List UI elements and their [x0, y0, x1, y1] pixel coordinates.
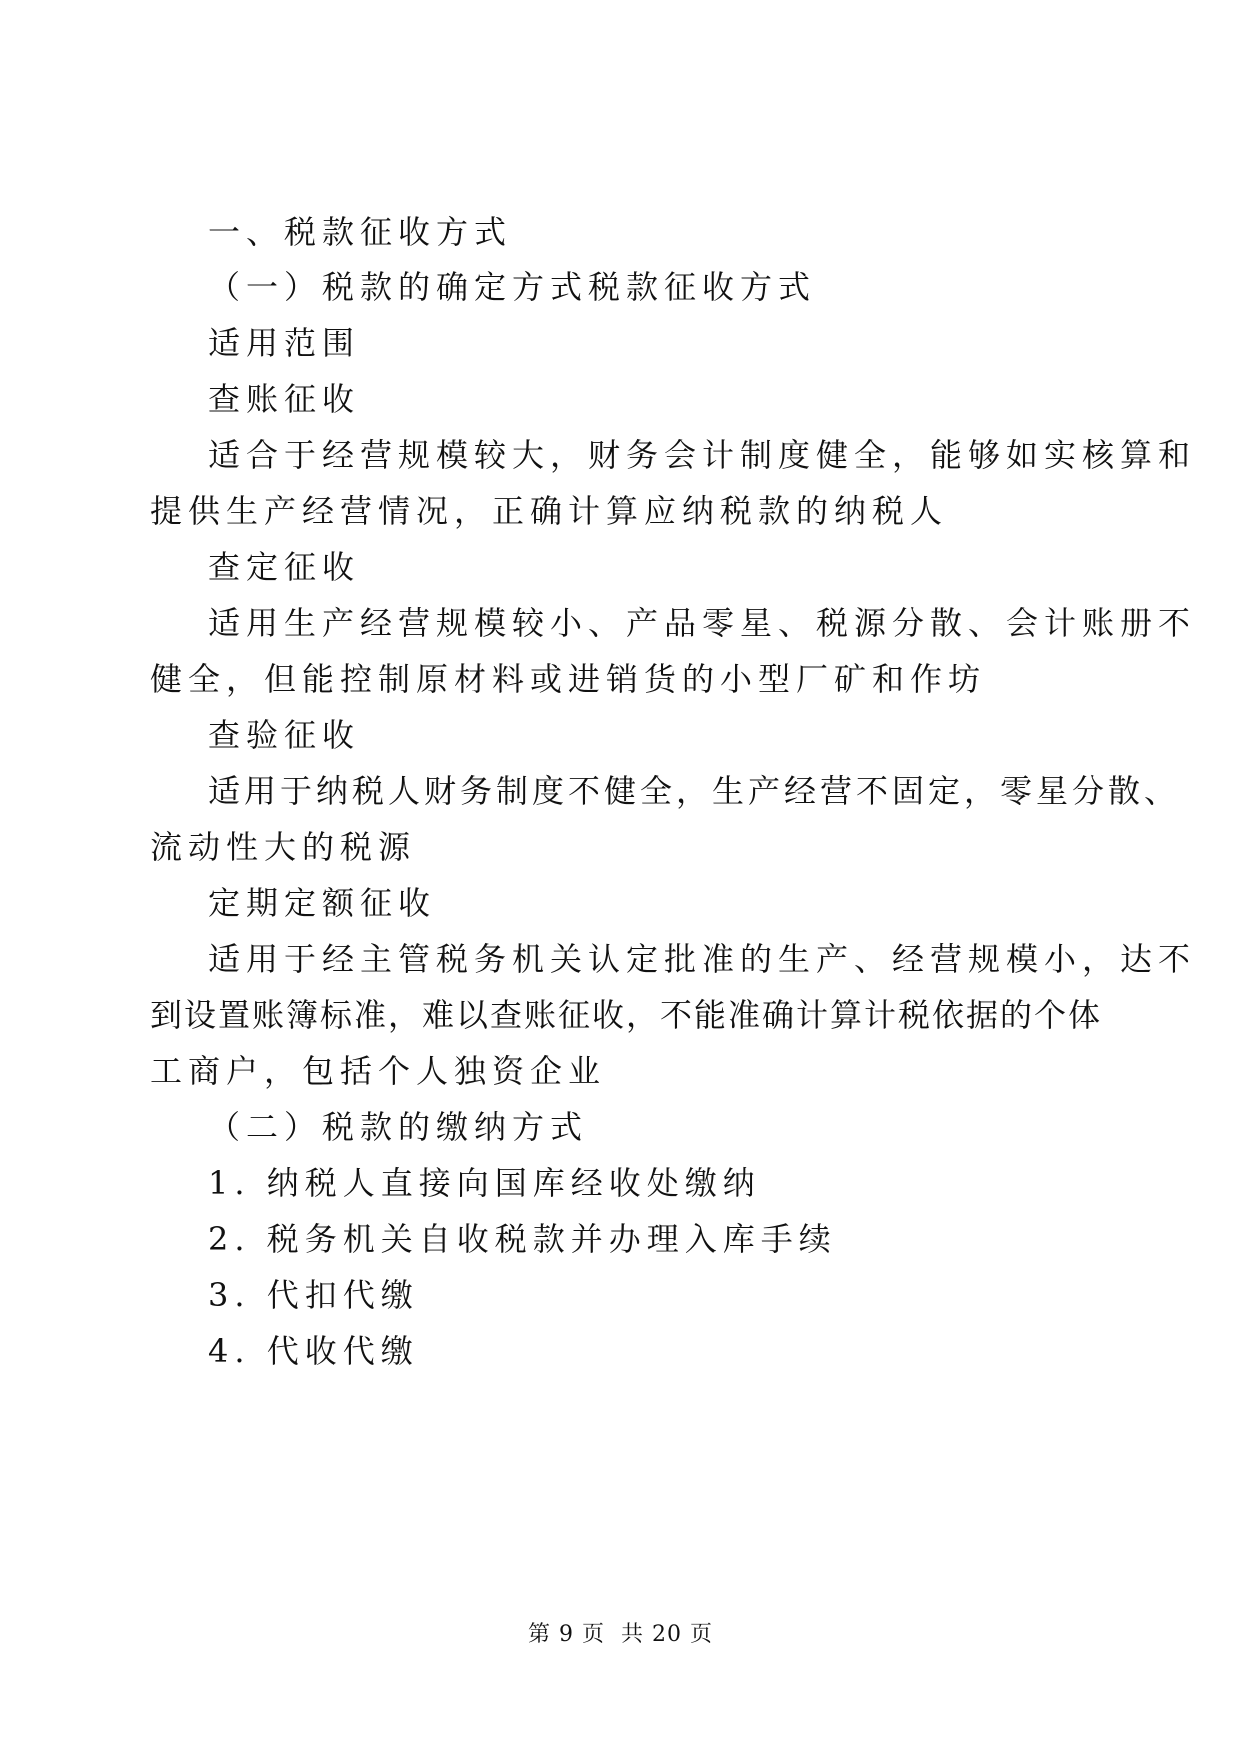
method-description: 健全，但能控制原材料或进销货的小型厂矿和作坊	[150, 660, 987, 698]
method-description: 适用于经主管税务机关认定批准的生产、经营规模小，达不	[208, 940, 1197, 978]
list-item: 4. 代收代缴	[208, 1332, 419, 1370]
method-name: 查验征收	[208, 716, 361, 754]
method-description: 到设置账簿标准，难以查账征收，不能准确计算计税依据的个体	[150, 996, 1103, 1034]
list-item: 2. 税务机关自收税款并办理入库手续	[208, 1220, 837, 1258]
section-heading: 一、税款征收方式	[208, 213, 513, 251]
method-name: 定期定额征收	[208, 884, 437, 922]
method-description: 工商户，包括个人独资企业	[150, 1052, 607, 1090]
subsection-heading: （一）税款的确定方式税款征收方式	[208, 268, 817, 306]
method-description: 提供生产经营情况，正确计算应纳税款的纳税人	[150, 492, 949, 530]
method-description: 流动性大的税源	[150, 828, 417, 866]
page-number-footer: 第 9 页 共 20 页	[528, 1622, 713, 1647]
list-item: 1. 纳税人直接向国库经收处缴纳	[208, 1164, 761, 1202]
method-description: 适合于经营规模较大，财务会计制度健全，能够如实核算和	[208, 436, 1197, 474]
method-description: 适用于纳税人财务制度不健全，生产经营不固定，零星分散、	[208, 772, 1181, 810]
subsection-heading: （二）税款的缴纳方式	[208, 1108, 589, 1146]
scope-label: 适用范围	[208, 324, 361, 362]
method-name: 查账征收	[208, 380, 361, 418]
method-description: 适用生产经营规模较小、产品零星、税源分散、会计账册不	[208, 604, 1197, 642]
list-item: 3. 代扣代缴	[208, 1276, 419, 1314]
method-name: 查定征收	[208, 548, 361, 586]
